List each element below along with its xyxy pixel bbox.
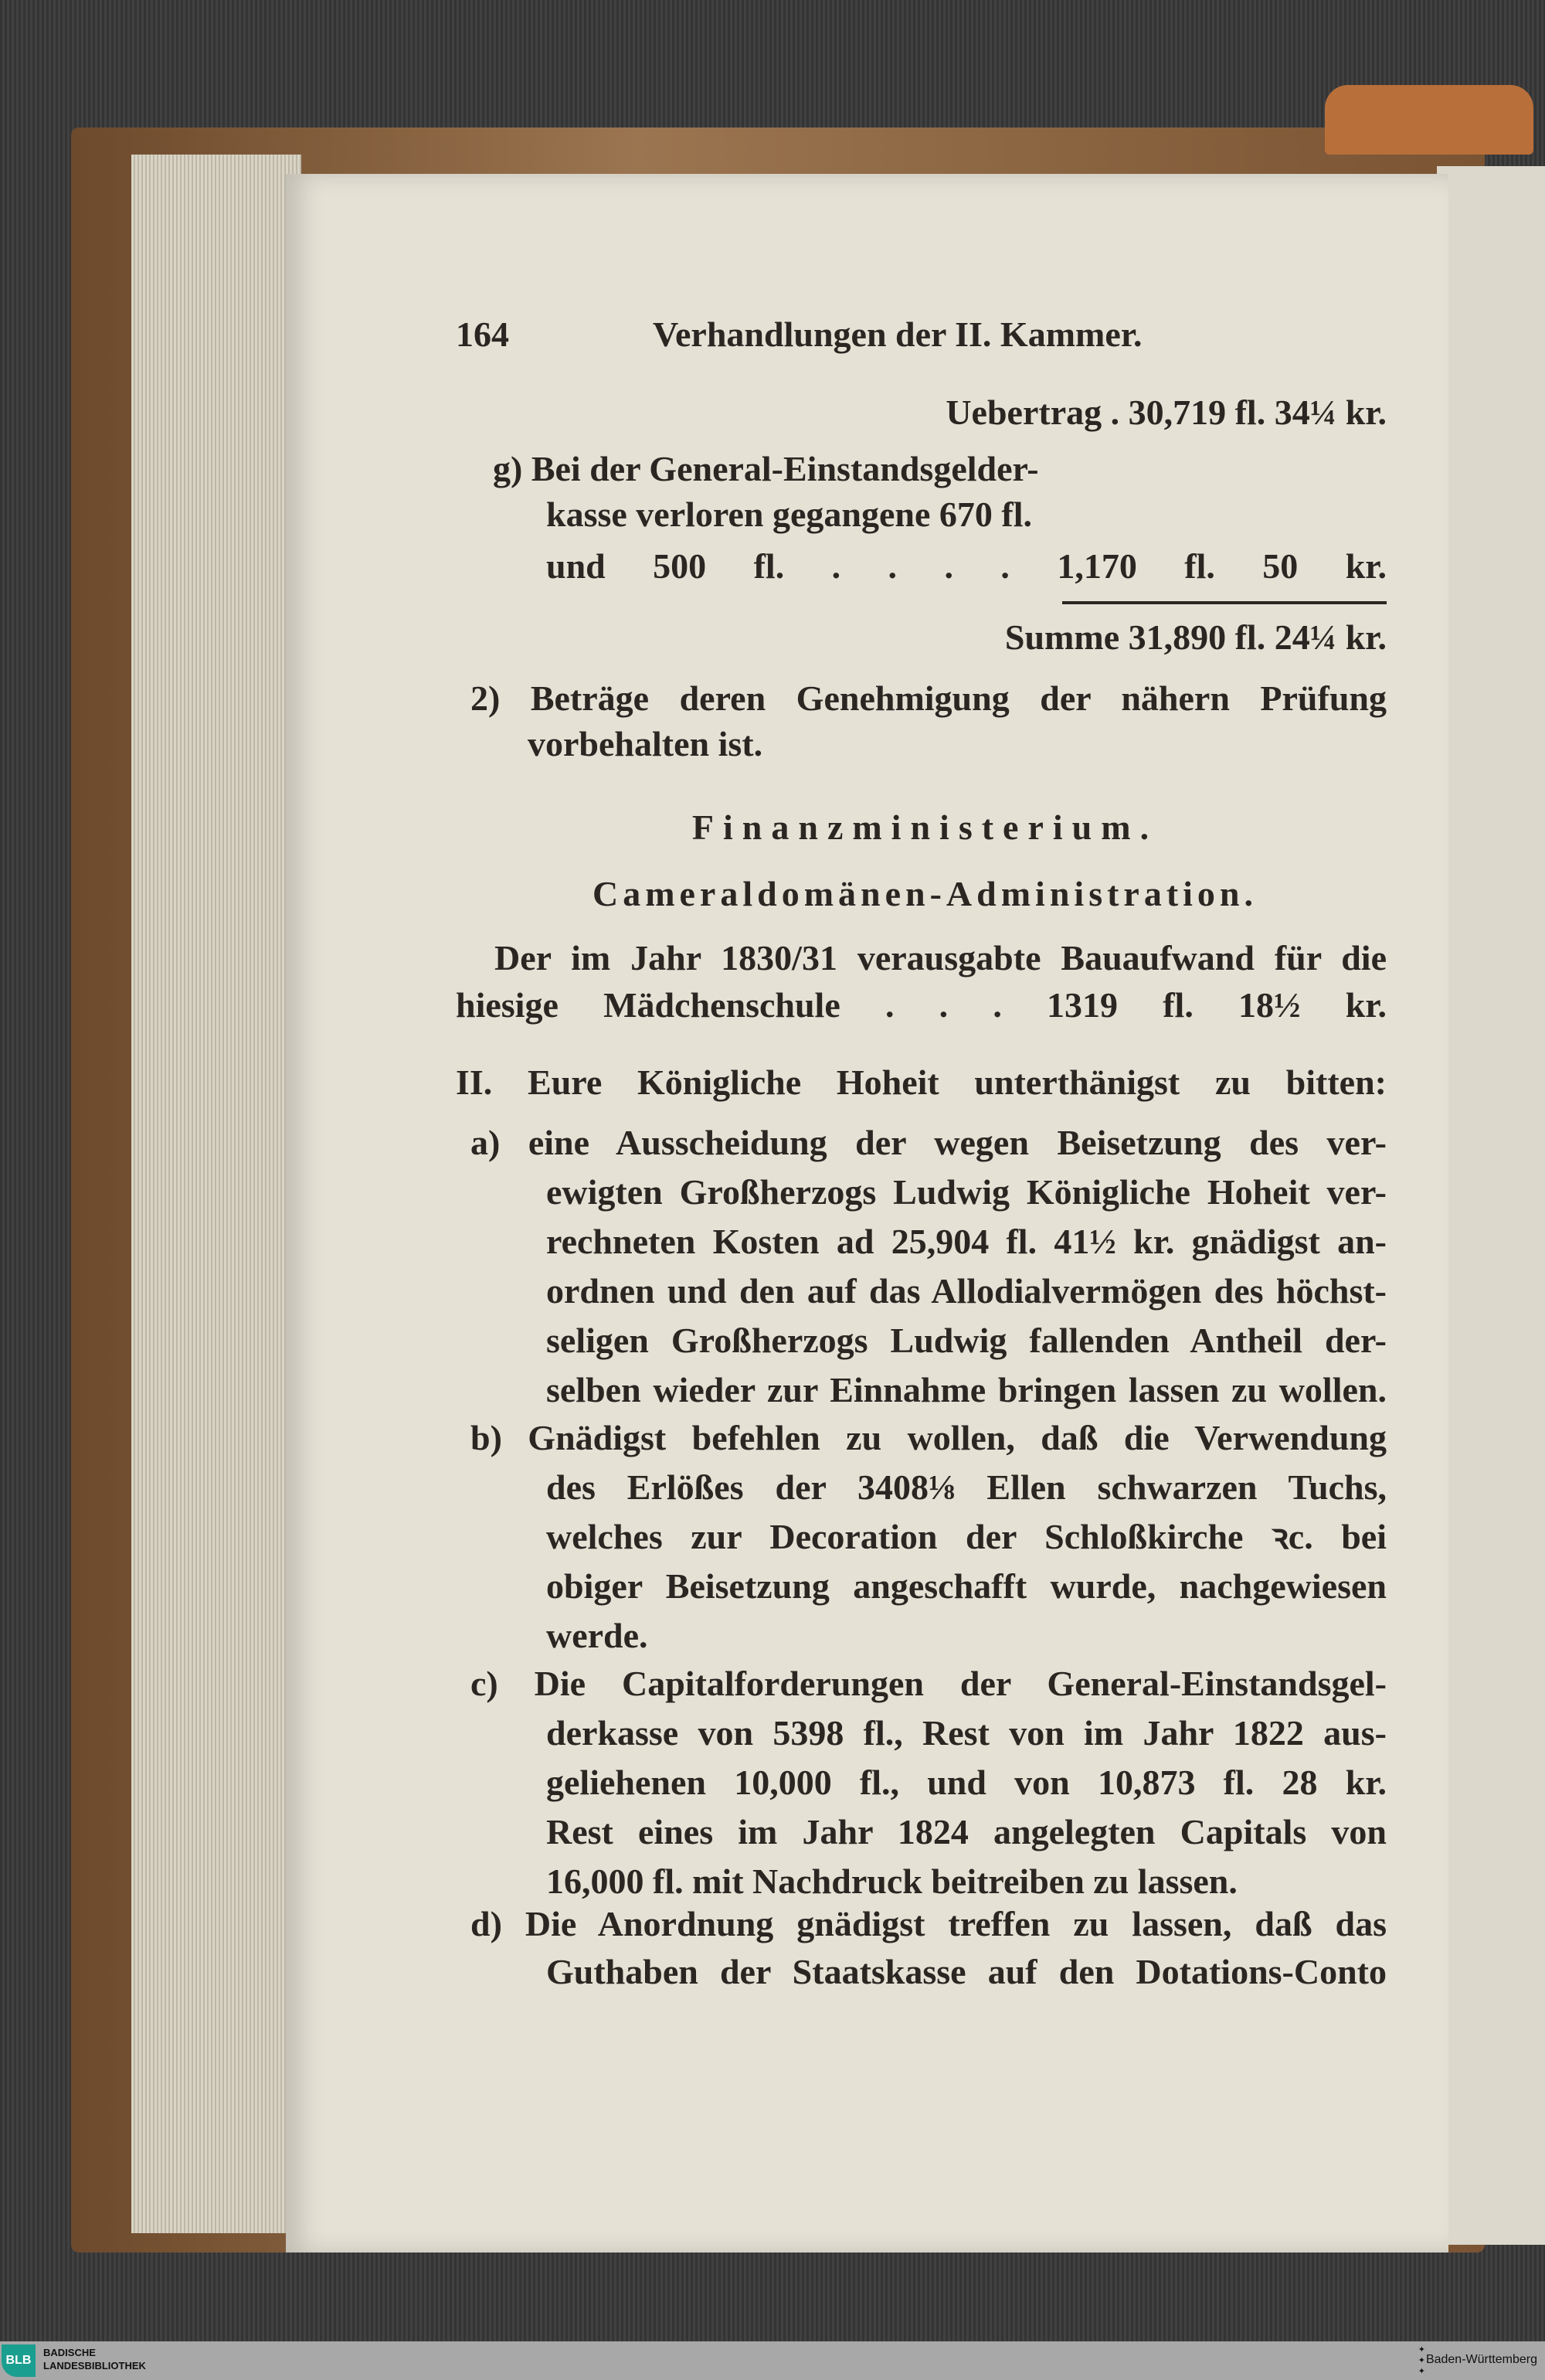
text-line: ordnen und den auf das Allodialvermögen des höchst- [546,1271,1387,1311]
book-clasp [1325,85,1533,155]
text-line: werde. [546,1616,648,1655]
page-edges [131,155,301,2233]
text-line: g) Bei der General-Einstandsgelder- [493,449,1039,488]
page-number: 164 [456,314,509,354]
sum-rule [1062,601,1387,604]
text-line: ewigten Großherzogs Ludwig Königliche Hoheit ver- [546,1172,1387,1212]
text-line: Uebertrag . 30,719 fl. 34¼ kr. [946,393,1387,432]
text-line: kasse verloren gegangene 670 fl. [546,495,1033,534]
facing-page [1437,166,1545,2245]
library-name-line1: BADISCHE [43,2347,96,2358]
lions-emblem-icon: ✦ ✦ ✦ [1418,2344,1425,2376]
section-heading: Finanzministerium. [691,808,1159,847]
footer-bar [0,2341,1545,2380]
state-logo-text[interactable]: Baden-Württemberg [1425,2353,1537,2366]
text-line: seligen Großherzogs Ludwig fallenden Antheil der- [546,1321,1387,1360]
text-line: Summe 31,890 fl. 24¼ kr. [1004,617,1387,657]
text-line: d) Die Anordnung gnädigst treffen zu lassen, daß das [470,1904,1387,1943]
text-line: hiesige Mädchenschule . . . 1319 fl. 18½ kr. [456,985,1387,1025]
text-line: rechneten Kosten ad 25,904 fl. 41½ kr. gnädigst an- [546,1222,1387,1261]
text-line: des Erlößes der 3408⅛ Ellen schwarzen Tuchs, [546,1467,1387,1507]
text-line: c) Die Capitalforderungen der General-Einstandsgel- [470,1664,1387,1703]
text-line: Rest eines im Jahr 1824 angelegten Capitals von [546,1812,1387,1851]
text-line: II. Eure Königliche Hoheit unterthänigst zu bitten: [456,1062,1387,1102]
text-line: b) Gnädigst befehlen zu wollen, daß die Verwendung [470,1418,1387,1457]
blb-logo[interactable]: BLB [2,2344,36,2377]
text-line: Guthaben der Staatskasse auf den Dotations-Conto [546,1952,1387,1991]
library-name [43,2346,146,2372]
running-head: Verhandlungen der II. Kammer. [653,314,1143,354]
text-line: obiger Beisetzung angeschafft wurde, nachgewiesen [546,1566,1387,1606]
text-line: 16,000 fl. mit Nachdruck beitreiben zu lassen. [546,1862,1238,1901]
text-line: vorbehalten ist. [528,724,763,763]
text-line: geliehenen 10,000 fl., und von 10,873 fl. 28 kr. [546,1763,1387,1802]
text-line: welches zur Decoration der Schloßkirche ꝛc. bei [546,1517,1387,1556]
text-line: a) eine Ausscheidung der wegen Beisetzung des ver- [470,1123,1387,1162]
section-subheading: Cameraldomänen-Administration. [592,874,1258,913]
text-line: selben wieder zur Einnahme bringen lassen zu wollen. [546,1370,1387,1409]
text-line: derkasse von 5398 fl., Rest von im Jahr 1822 aus- [546,1713,1387,1753]
text-line: 2) Beträge deren Genehmigung der nähern Prüfung [470,678,1387,718]
library-name-line2: LANDESBIBLIOTHEK [43,2360,146,2372]
text-line: Der im Jahr 1830/31 verausgabte Bauaufwand für die [494,938,1387,978]
text-line: und 500 fl. . . . . 1,170 fl. 50 kr. [546,546,1387,586]
